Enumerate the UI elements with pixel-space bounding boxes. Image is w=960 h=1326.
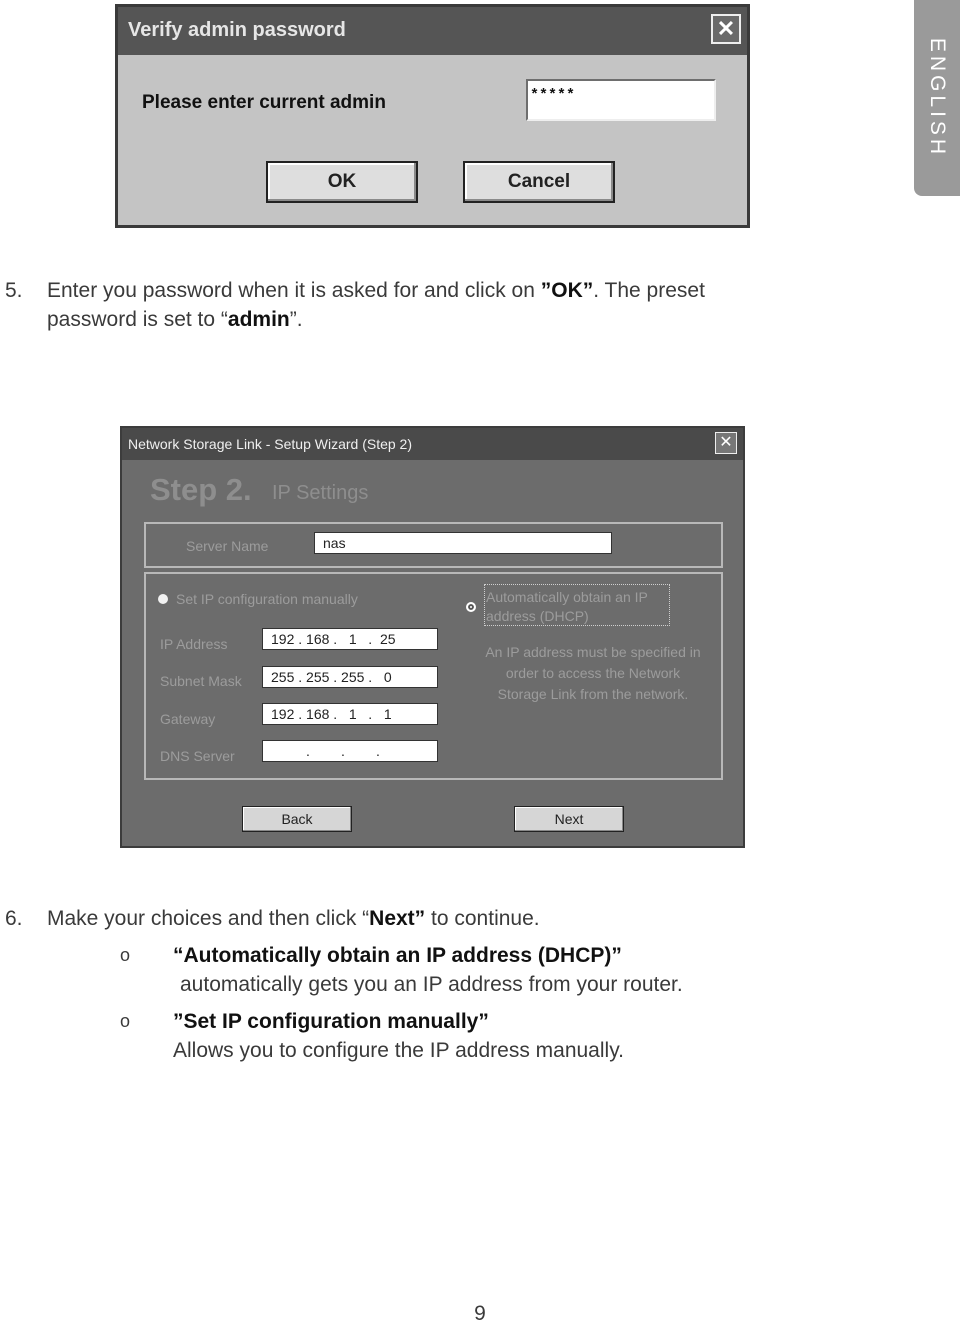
wizard-title: Network Storage Link - Setup Wizard (Step 2) [128, 436, 413, 452]
close-icon[interactable]: ✕ [715, 432, 737, 454]
step5-line1: Enter you password when it is asked for and click on ”OK”. The preset [47, 279, 705, 302]
bullet-marker: o [120, 945, 131, 965]
ok-button[interactable]: OK [266, 161, 418, 203]
dhcp-item-desc: automatically gets you an IP address from your router. [180, 973, 683, 996]
server-name-label: Server Name [186, 538, 269, 554]
password-prompt: Please enter current admin [142, 92, 386, 113]
dhcp-option-label[interactable]: Automatically obtain an IP address (DHCP) [486, 589, 648, 624]
ip-address-input[interactable]: 192 . 168 . 1 . 25 [262, 628, 438, 650]
language-tab [914, 0, 960, 196]
manual-radio[interactable] [158, 594, 168, 604]
cancel-button[interactable]: Cancel [463, 161, 615, 203]
gateway-input[interactable]: 192 . 168 . 1 . 1 [262, 703, 438, 725]
manual-item-desc: Allows you to configure the IP address manually. [173, 1039, 624, 1062]
dhcp-radio[interactable] [466, 602, 476, 612]
verify-password-dialog [115, 4, 750, 228]
dialog-titlebar [118, 7, 747, 55]
step-heading: Step 2. [150, 472, 252, 507]
close-icon[interactable]: ✕ [711, 14, 741, 44]
wizard-titlebar [122, 428, 743, 460]
next-button[interactable]: Next [514, 806, 624, 832]
bullet-marker: o [120, 1011, 131, 1031]
password-input[interactable]: ***** [526, 79, 716, 121]
language-tab-label: ENGLISH [926, 37, 949, 159]
step5-line2: password is set to “admin”. [47, 308, 303, 331]
gateway-label: Gateway [160, 711, 216, 727]
back-button[interactable]: Back [242, 806, 352, 832]
step6-number: 6. [5, 907, 23, 930]
dns-server-label: DNS Server [160, 748, 235, 764]
manual-item-title: ”Set IP configuration manually” [173, 1010, 489, 1033]
subnet-mask-input[interactable]: 255 . 255 . 255 . 0 [262, 666, 438, 688]
manual-option-label: Set IP configuration manually [176, 591, 358, 607]
ip-address-label: IP Address [160, 636, 228, 652]
dhcp-note: An IP address must be specified in order to access the Network Storage Link from the network. [485, 644, 701, 702]
step5-number: 5. [5, 279, 23, 302]
server-name-input[interactable]: nas [314, 532, 612, 554]
dhcp-item-title: “Automatically obtain an IP address (DHCP)” [173, 944, 622, 967]
dialog-title: Verify admin password [128, 19, 346, 41]
dns-server-input[interactable]: . . . [262, 740, 438, 762]
setup-wizard-dialog [120, 426, 745, 848]
subnet-mask-label: Subnet Mask [160, 673, 242, 689]
step6-instruction: Make your choices and then click “Next” to continue. [47, 907, 540, 930]
page-number: 9 [474, 1302, 486, 1325]
step-subheading: IP Settings [272, 482, 369, 504]
